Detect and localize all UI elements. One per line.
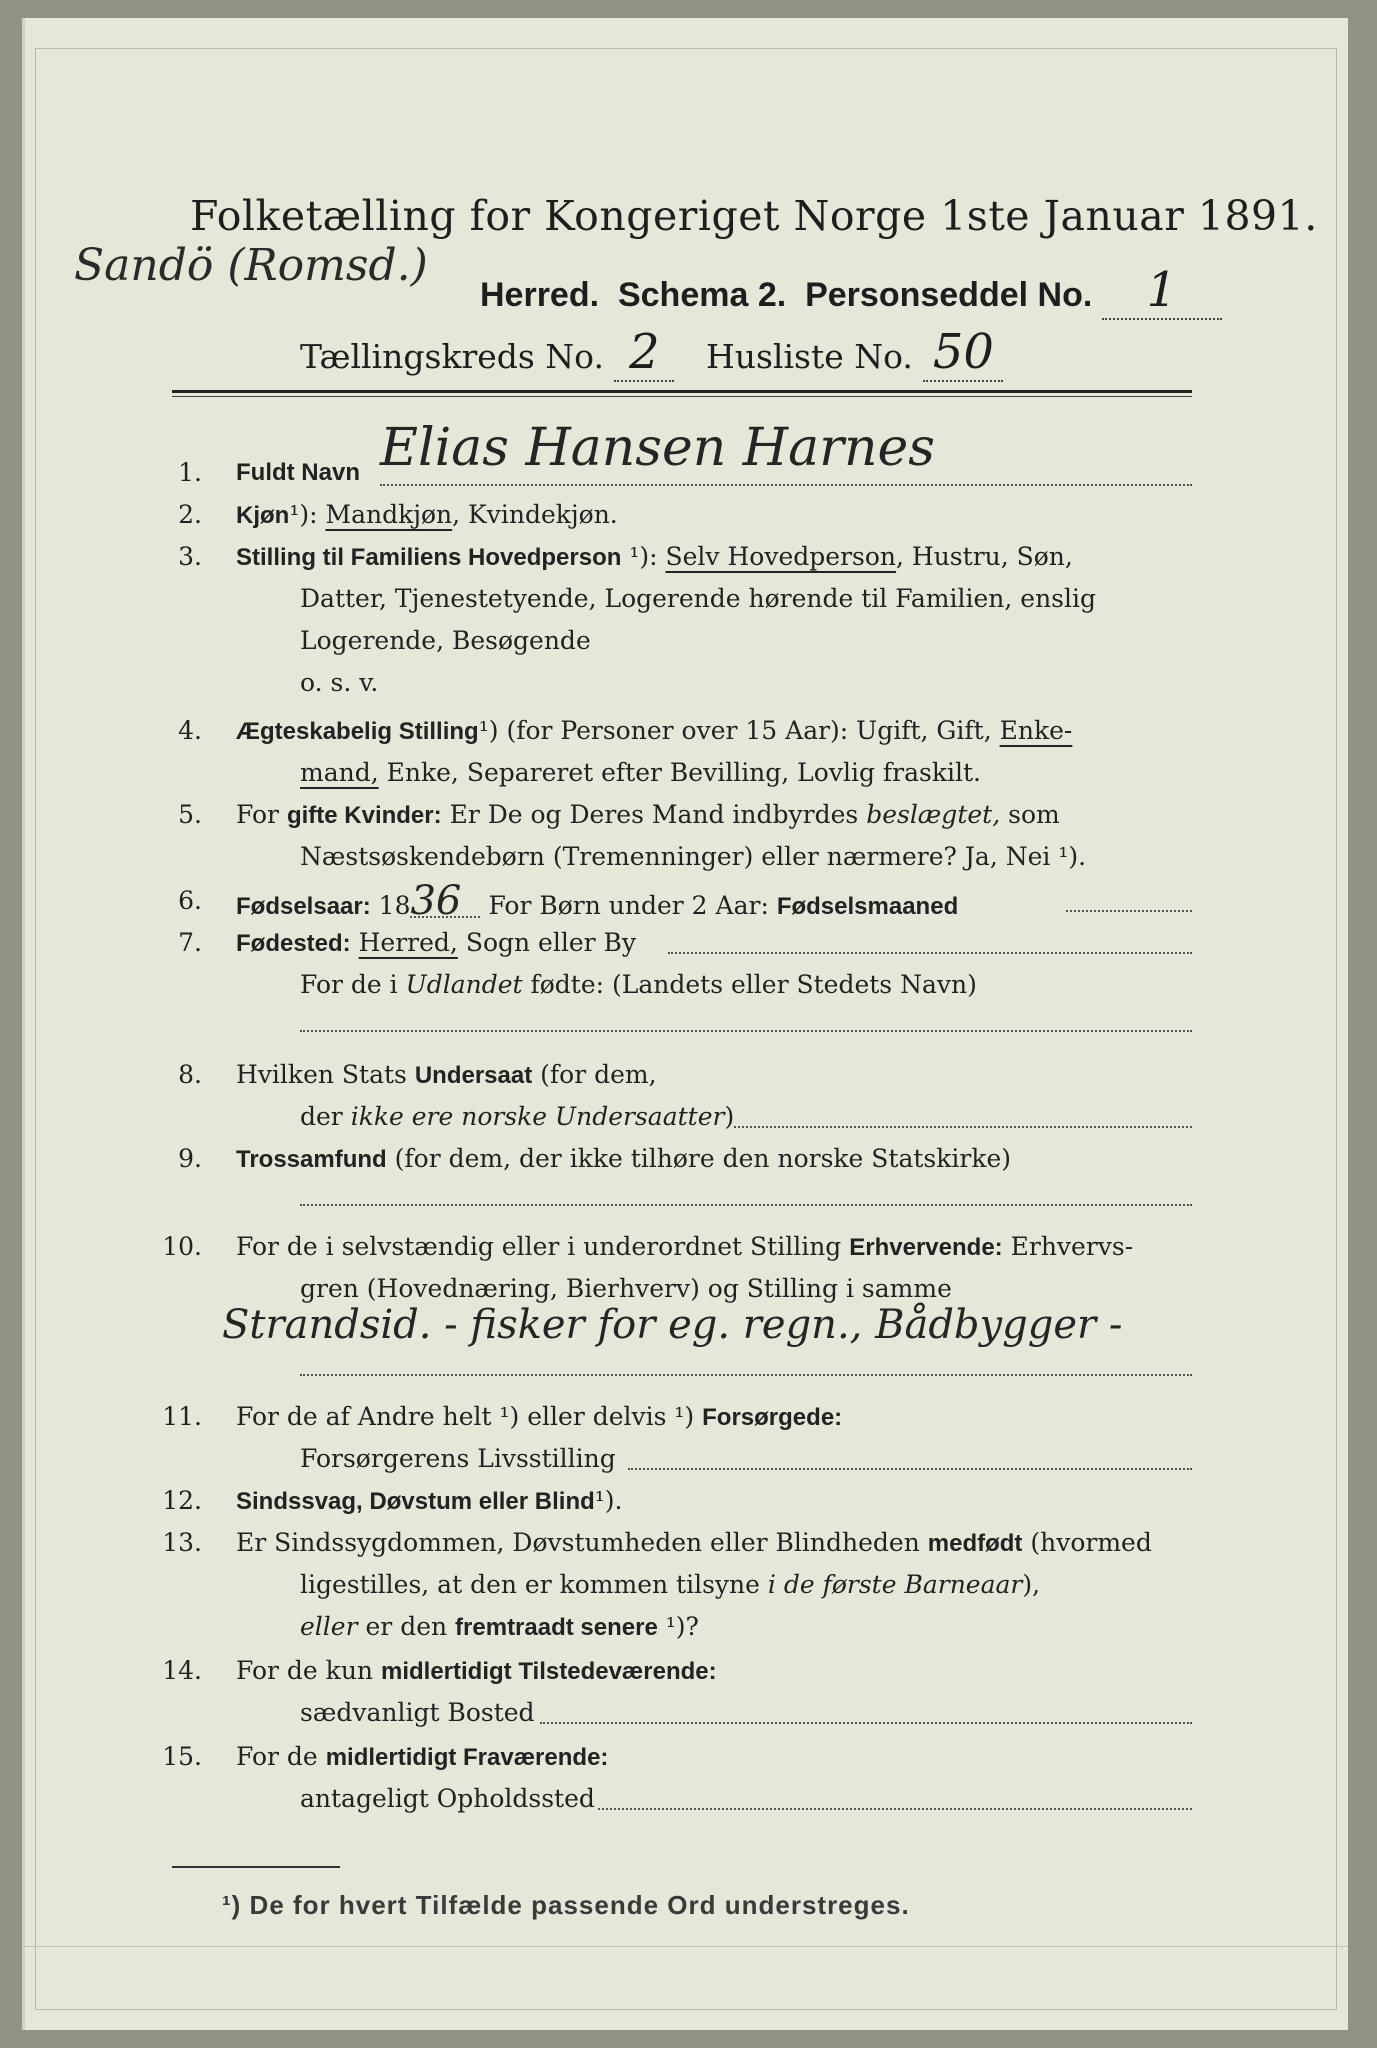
field-13-line3-italic: eller	[300, 1612, 358, 1641]
field-5-rest: Er De og Deres Mand indbyrdes	[449, 800, 859, 829]
kreds-label: Tællingskreds No.	[300, 337, 604, 376]
field-4-line2-rest: Enke, Separeret efter Bevilling, Lovlig fraskilt.	[386, 758, 981, 787]
field-6-rest: For Børn under 2 Aar:	[488, 891, 769, 920]
header-rule	[172, 390, 1192, 393]
field-11-label: Forsørgede:	[702, 1404, 843, 1431]
field-4-label: Ægteskabelig Stilling	[236, 718, 479, 745]
field-3-line1	[236, 542, 1073, 573]
field-6-birth-year[interactable]: 36	[410, 886, 480, 918]
field-1-label: Fuldt Navn	[236, 459, 360, 486]
field-5-rest-b: som	[1008, 800, 1060, 829]
field-12-label: Sindssvag, Døvstum eller Blind	[236, 1488, 595, 1515]
field-2-option-mandkjon[interactable]: Mandkjøn	[325, 500, 453, 529]
kreds-number[interactable]: 2	[614, 324, 674, 382]
field-12-line	[236, 1486, 623, 1517]
field-13-line3-mid: er den	[365, 1612, 448, 1641]
field-13-post: (hvormed	[1030, 1528, 1152, 1557]
field-4-line1	[236, 716, 1072, 747]
field-7-line2-post: fødte: (Landets eller Stedets Navn)	[530, 970, 977, 999]
field-7-number: 7.	[178, 928, 202, 957]
field-1-name-value[interactable]: Elias Hansen Harnes	[380, 418, 935, 478]
field-11-line1	[236, 1402, 842, 1433]
field-8-line2-pre: der	[300, 1102, 343, 1131]
field-1-dotline	[380, 484, 1192, 486]
field-10-line1	[236, 1232, 1133, 1263]
field-15-label: midlertidigt Fraværende:	[325, 1744, 609, 1771]
field-9-dotline	[300, 1204, 1192, 1206]
field-13-line2-post: ),	[1022, 1570, 1041, 1599]
field-5-number: 5.	[178, 800, 202, 829]
field-8-number: 8.	[178, 1060, 202, 1089]
field-7-dotline2	[300, 1030, 1192, 1032]
field-10-line2: gren (Hovednæring, Bierhverv) og Stilling i samme	[300, 1274, 952, 1303]
field-4-option-enkemand-a[interactable]: Enke-	[999, 716, 1073, 745]
field-2-label: Kjøn	[236, 502, 290, 529]
field-8-line2-italic: ikke ere norske Undersaatter	[350, 1102, 725, 1131]
field-5-line1	[236, 800, 1060, 831]
field-12-post: ¹).	[594, 1486, 623, 1515]
field-11-line2: Forsørgerens Livsstilling	[300, 1444, 616, 1473]
field-9-rest: (for dem, der ikke tilhøre den norske Statskirke)	[394, 1144, 1012, 1173]
field-7-line2-italic: Udlandet	[405, 970, 523, 999]
field-7-rest[interactable]: Sogn eller By	[465, 928, 637, 957]
field-13-label: medfødt	[927, 1530, 1023, 1557]
field-6-label: Fødselsaar:	[236, 893, 371, 920]
field-5-pre: For	[236, 800, 279, 829]
field-13-line3-bold: fremtraadt senere	[455, 1614, 658, 1641]
kreds-row	[300, 324, 1003, 382]
field-15-line1	[236, 1742, 608, 1773]
field-1-number: 1.	[178, 458, 202, 487]
field-13-line2	[300, 1570, 1040, 1600]
field-8-line2	[300, 1102, 734, 1132]
field-7-label: Fødested:	[236, 930, 351, 957]
field-7-line2	[300, 970, 977, 1000]
field-6-prefix: 18	[378, 891, 411, 920]
field-8-pre: Hvilken Stats	[236, 1060, 407, 1089]
field-14-number: 14.	[162, 1656, 202, 1685]
paper-fold-line	[22, 1946, 1348, 1947]
field-2-option-kvindekjon[interactable]: , Kvindekjøn.	[452, 500, 618, 529]
schema-label: Schema 2.	[617, 276, 787, 314]
field-7-line1	[236, 928, 636, 959]
field-10-label: Erhvervende:	[849, 1234, 1003, 1261]
form-title: Folketælling for Kongeriget Norge 1ste Januar 1891.	[190, 192, 1318, 240]
field-7-dotline	[668, 952, 1192, 954]
field-2-sup: ¹):	[289, 500, 318, 529]
field-7-option-herred[interactable]: Herred,	[358, 928, 458, 957]
field-3-sup: ¹):	[629, 542, 658, 571]
field-11-number: 11.	[162, 1402, 202, 1431]
field-4-line2	[300, 758, 981, 788]
herred-label: Herred.	[480, 276, 600, 314]
field-5-label: gifte Kvinder:	[286, 802, 442, 829]
field-10-pre: For de i selvstændig eller i underordnet Stilling	[236, 1232, 842, 1261]
field-9-number: 9.	[178, 1144, 202, 1173]
field-3-label: Stilling til Familiens Hovedperson	[236, 544, 622, 571]
footnote: ¹) De for hvert Tilfælde passende Ord understreges.	[222, 1890, 910, 1920]
field-10-dotline	[300, 1374, 1192, 1376]
field-8-line1	[236, 1060, 657, 1091]
field-14-label: midlertidigt Tilstedeværende:	[380, 1658, 717, 1685]
field-7-line2-pre: For de i	[300, 970, 398, 999]
field-8-line2-post: )	[724, 1102, 735, 1131]
field-13-pre: Er Sindssygdommen, Døvstumheden eller Blindheden	[236, 1528, 920, 1557]
field-2-line	[236, 500, 618, 531]
field-6-dotline	[1066, 910, 1192, 912]
field-10-post: Erhvervs-	[1010, 1232, 1134, 1261]
field-14-dotline	[540, 1722, 1192, 1724]
field-9-line1	[236, 1144, 1011, 1175]
field-3-number: 3.	[178, 542, 202, 571]
schema-row	[480, 262, 1222, 320]
field-3-options-rest[interactable]: , Hustru, Søn,	[896, 542, 1073, 571]
field-10-number: 10.	[162, 1232, 202, 1261]
field-9-label: Trossamfund	[236, 1146, 387, 1173]
field-5-italic: beslægtet,	[866, 800, 1001, 829]
field-13-line3	[300, 1612, 699, 1643]
husliste-number[interactable]: 50	[923, 324, 1003, 382]
husliste-label: Husliste No.	[705, 337, 913, 376]
field-14-line1	[236, 1656, 717, 1687]
field-11-pre: For de af Andre helt ¹) eller delvis ¹)	[236, 1402, 695, 1431]
field-8-dotline	[734, 1126, 1192, 1128]
field-6-line	[236, 878, 959, 924]
field-4-rest: ¹) (for Personer over 15 Aar): Ugift, Gift,	[478, 716, 992, 745]
field-12-number: 12.	[162, 1486, 202, 1515]
field-15-pre: For de	[236, 1742, 318, 1771]
field-8-post: (for dem,	[540, 1060, 657, 1089]
field-13-line1	[236, 1528, 1152, 1559]
field-6-number: 6.	[178, 886, 202, 915]
field-13-line2-italic: i de første Barneaar	[767, 1570, 1023, 1599]
field-14-pre: For de kun	[236, 1656, 374, 1685]
field-6-label2: Fødselsmaaned	[776, 893, 959, 920]
field-3-line3: Logerende, Besøgende	[300, 626, 591, 655]
field-3-line2: Datter, Tjenestetyende, Logerende hørende til Familien, enslig	[300, 584, 1097, 613]
personseddel-number[interactable]: 1	[1102, 262, 1222, 320]
field-3-line4: o. s. v.	[300, 668, 379, 697]
place-handwritten: Sandö (Romsd.)	[74, 240, 428, 291]
field-13-line3-post: ¹)?	[665, 1612, 699, 1641]
field-4-number: 4.	[178, 716, 202, 745]
field-5-line2: Næstsøskendebørn (Tremenninger) eller nærmere? Ja, Nei ¹).	[300, 842, 1087, 871]
field-10-occupation-value[interactable]: Strandsid. - fisker for eg. regn., Bådbygger -	[222, 1302, 1123, 1348]
field-4-option-enkemand-b[interactable]: mand,	[300, 758, 379, 787]
field-11-dotline	[628, 1468, 1192, 1470]
field-2-number: 2.	[178, 500, 202, 529]
header-rule-thin	[172, 396, 1192, 397]
field-13-line2-pre: ligestilles, at den er kommen tilsyne	[300, 1570, 760, 1599]
field-13-number: 13.	[162, 1528, 202, 1557]
field-3-option-selv-hovedperson[interactable]: Selv Hovedperson	[665, 542, 897, 571]
personseddel-label: Personseddel No.	[805, 276, 1093, 314]
field-15-number: 15.	[162, 1742, 202, 1771]
footnote-rule	[172, 1866, 340, 1868]
field-15-line2: antageligt Opholdssted	[300, 1784, 595, 1813]
field-15-dotline	[598, 1808, 1192, 1810]
field-14-line2: sædvanligt Bosted	[300, 1698, 535, 1727]
field-8-label: Undersaat	[414, 1062, 533, 1089]
